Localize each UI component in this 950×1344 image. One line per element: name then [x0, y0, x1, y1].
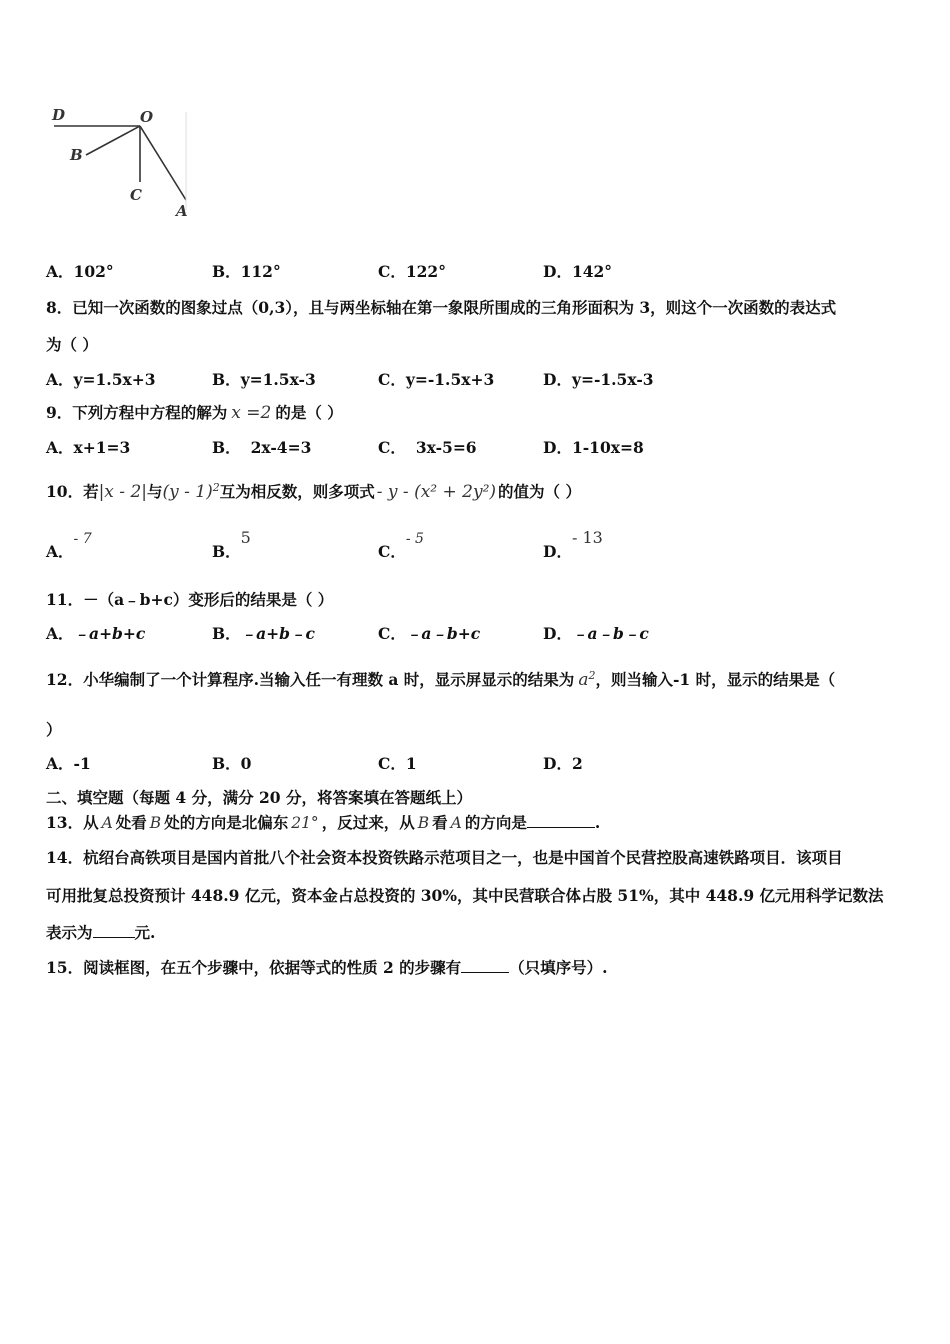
- q11-option-c-letter: C．: [378, 624, 406, 643]
- q10-math-polynomial: - y - (x² + 2y²): [376, 482, 497, 502]
- q12-option-b-text: 0: [240, 754, 252, 773]
- q12-math-a: a: [578, 670, 589, 690]
- q13-math-a2: A: [450, 814, 462, 832]
- q11-option-d-letter: D．: [543, 624, 572, 643]
- q13-answer-blank[interactable]: [527, 827, 595, 828]
- q9-option-a-text: x+1=3: [73, 438, 131, 457]
- q7-option-a-text: 102°: [73, 262, 114, 281]
- q10-option-b-letter: B．: [212, 542, 241, 561]
- q8-option-a-text: y=1.5x+3: [73, 370, 156, 389]
- q7-option-d-text: 142°: [571, 262, 613, 281]
- q9-stem-post: 的是（ ）: [275, 403, 343, 422]
- q11-stem: 11．－（a﹣b+c）变形后的结果是（ ）: [46, 590, 334, 609]
- q8-option-a[interactable]: [46, 368, 156, 390]
- q13-math-b2: B: [417, 814, 430, 832]
- q7-option-c[interactable]: [378, 260, 446, 282]
- q9-option-c-letter: C．: [378, 438, 406, 457]
- q10-math-square-exp: 2: [212, 480, 220, 494]
- q11-option-c-text: ﹣a﹣b+c: [405, 624, 481, 643]
- q10-option-c-text: - 5: [405, 531, 424, 547]
- q13-math-b1: B: [149, 814, 162, 832]
- q14-text-post: 元.: [134, 923, 156, 942]
- q12-option-a-letter: A．: [46, 754, 74, 773]
- q11-option-a-letter: A．: [46, 624, 74, 643]
- angle-figure-svg: [48, 100, 198, 220]
- q9-option-d-letter: D．: [543, 438, 572, 457]
- q11-option-a[interactable]: [46, 622, 145, 644]
- q9-stem: [46, 401, 343, 423]
- q13-math-degree: 21°: [291, 814, 319, 832]
- q11-option-b-letter: B．: [212, 624, 241, 643]
- q8-option-d-letter: D．: [543, 370, 572, 389]
- q8-option-b-text: y=1.5x-3: [240, 370, 316, 389]
- q12-option-a[interactable]: [46, 752, 91, 774]
- label-c: C: [130, 186, 142, 204]
- q14-stem-line2: 可用批复总投资预计 448.9 亿元，资本金占总投资的 30%，其中民营联合体占股 51%，其中 448.9 亿元用科学记数法: [46, 886, 884, 905]
- label-d: D: [52, 106, 66, 124]
- q10-option-d-letter: D．: [543, 542, 572, 561]
- q10-math-abs: |x - 2|: [98, 482, 147, 502]
- q8-option-c-text: y=-1.5x+3: [405, 370, 495, 389]
- q10-option-a[interactable]: [46, 531, 92, 562]
- q7-option-b-letter: B．: [212, 262, 241, 281]
- q10-stem-mid2: 互为相反数，则多项式: [219, 482, 375, 501]
- q7-option-c-text: 122°: [405, 262, 446, 281]
- q8-option-c-letter: C．: [378, 370, 406, 389]
- section-fill-in-title: 二、填空题（每题 4 分，满分 20 分，将答案填在答题纸上）: [46, 788, 472, 807]
- q12-stem-pre: 12．小华编制了一个计算程序.当输入任一有理数 a 时，显示屏显示的结果为: [46, 670, 575, 689]
- q14-text-pre: 表示为: [46, 923, 93, 942]
- q9-math-x-equals-2: x =2: [231, 403, 272, 423]
- q13-stem: [46, 811, 600, 833]
- q11-option-b-text: ﹣a+b﹣c: [240, 624, 315, 643]
- q10-math-square-base: (y - 1): [162, 482, 213, 502]
- q10-option-c-letter: C．: [378, 542, 406, 561]
- q9-option-b-text: 2x-4=3: [250, 438, 312, 457]
- q10-option-c[interactable]: [378, 531, 424, 562]
- q12-math-exp: 2: [588, 668, 596, 682]
- q11-option-d-text: ﹣a﹣b﹣c: [571, 624, 649, 643]
- q15-text-post: （只填序号）.: [509, 958, 608, 977]
- q14-stem-line1: 14．杭绍台高铁项目是国内首批八个社会资本投资铁路示范项目之一，也是中国首个民营控股高速铁路项目．该项目: [46, 848, 843, 867]
- label-b: B: [70, 146, 83, 164]
- q8-option-a-letter: A．: [46, 370, 74, 389]
- q13-text-end: .: [594, 813, 601, 832]
- q9-option-c[interactable]: [378, 436, 477, 458]
- q8-option-b[interactable]: [212, 368, 316, 390]
- q12-stem-post: ，则当输入-1 时，显示的结果是（: [595, 670, 836, 689]
- q12-option-b-letter: B．: [212, 754, 241, 773]
- q12-option-d[interactable]: [543, 752, 583, 774]
- q9-option-b[interactable]: [212, 436, 311, 458]
- q14-answer-blank[interactable]: [93, 937, 135, 938]
- q10-stem: [46, 480, 581, 502]
- q9-stem-pre: 9．下列方程中方程的解为: [46, 403, 228, 422]
- q10-option-b-text: 5: [240, 528, 251, 547]
- q8-stem-line1: 8．已知一次函数的图象过点（0,3），且与两坐标轴在第一象限所围成的三角形面积为 3，则这个一次函数的表达式: [46, 298, 837, 317]
- q11-option-d[interactable]: [543, 622, 649, 644]
- q13-text-3: 处的方向是北偏东: [164, 813, 289, 832]
- q10-option-d-text: - 13: [571, 528, 603, 547]
- q12-option-d-letter: D．: [543, 754, 572, 773]
- q7-option-d[interactable]: [543, 260, 612, 282]
- q10-stem-post: 的值为（ ）: [498, 482, 581, 501]
- q12-option-c[interactable]: [378, 752, 417, 774]
- q10-option-a-text: - 7: [73, 531, 92, 547]
- q9-option-a-letter: A．: [46, 438, 74, 457]
- q10-option-d[interactable]: [543, 528, 603, 562]
- q11-option-a-text: ﹣a+b+c: [73, 624, 146, 643]
- q9-option-d-text: 1-10x=8: [571, 438, 644, 457]
- q12-option-c-text: 1: [405, 754, 417, 773]
- q15-stem: [46, 956, 608, 978]
- q12-option-b[interactable]: [212, 752, 251, 774]
- q12-stem-line1: [46, 668, 835, 690]
- q13-text-6: 的方向是: [464, 813, 527, 832]
- q15-text-pre: 15．阅读框图，在五个步骤中，依据等式的性质 2 的步骤有: [46, 958, 462, 977]
- q10-option-b[interactable]: [212, 528, 251, 562]
- ray-ob: [86, 126, 140, 155]
- q7-option-c-letter: C．: [378, 262, 406, 281]
- q13-math-a1: A: [101, 814, 113, 832]
- q12-option-d-text: 2: [571, 754, 583, 773]
- q7-option-b[interactable]: [212, 260, 281, 282]
- q7-option-b-text: 112°: [240, 262, 281, 281]
- ray-oa: [140, 126, 186, 200]
- q10-stem-pre: 10．若: [46, 482, 99, 501]
- q15-answer-blank[interactable]: [461, 972, 509, 973]
- q9-option-b-letter: B．: [212, 438, 241, 457]
- q13-text-4: ，反过来，从: [321, 813, 415, 832]
- q7-option-a-letter: A．: [46, 262, 74, 281]
- q8-option-d-text: y=-1.5x-3: [571, 370, 654, 389]
- q13-text-1: 13．从: [46, 813, 99, 832]
- q8-option-c[interactable]: [378, 368, 494, 390]
- q11-option-b[interactable]: [212, 622, 315, 644]
- q12-option-a-text: -1: [73, 754, 91, 773]
- label-o: O: [140, 108, 154, 126]
- q9-option-a[interactable]: [46, 436, 130, 458]
- label-a: A: [176, 202, 188, 220]
- q10-stem-mid: 与: [147, 482, 163, 501]
- q12-option-c-letter: C．: [378, 754, 406, 773]
- q8-option-d[interactable]: [543, 368, 654, 390]
- q8-option-b-letter: B．: [212, 370, 241, 389]
- q8-stem-line2: 为（ ）: [46, 335, 98, 354]
- q9-option-d[interactable]: [543, 436, 644, 458]
- q7-option-a[interactable]: [46, 260, 114, 282]
- q10-option-a-letter: A．: [46, 542, 74, 561]
- angle-figure: [48, 100, 198, 220]
- q13-text-2: 处看: [115, 813, 147, 832]
- q14-stem-line3: [46, 921, 155, 943]
- q12-stem-line2: ）: [46, 720, 62, 739]
- q7-option-d-letter: D．: [543, 262, 572, 281]
- q13-text-5: 看: [432, 813, 448, 832]
- q9-option-c-text: 3x-5=6: [415, 438, 477, 457]
- q11-option-c[interactable]: [378, 622, 480, 644]
